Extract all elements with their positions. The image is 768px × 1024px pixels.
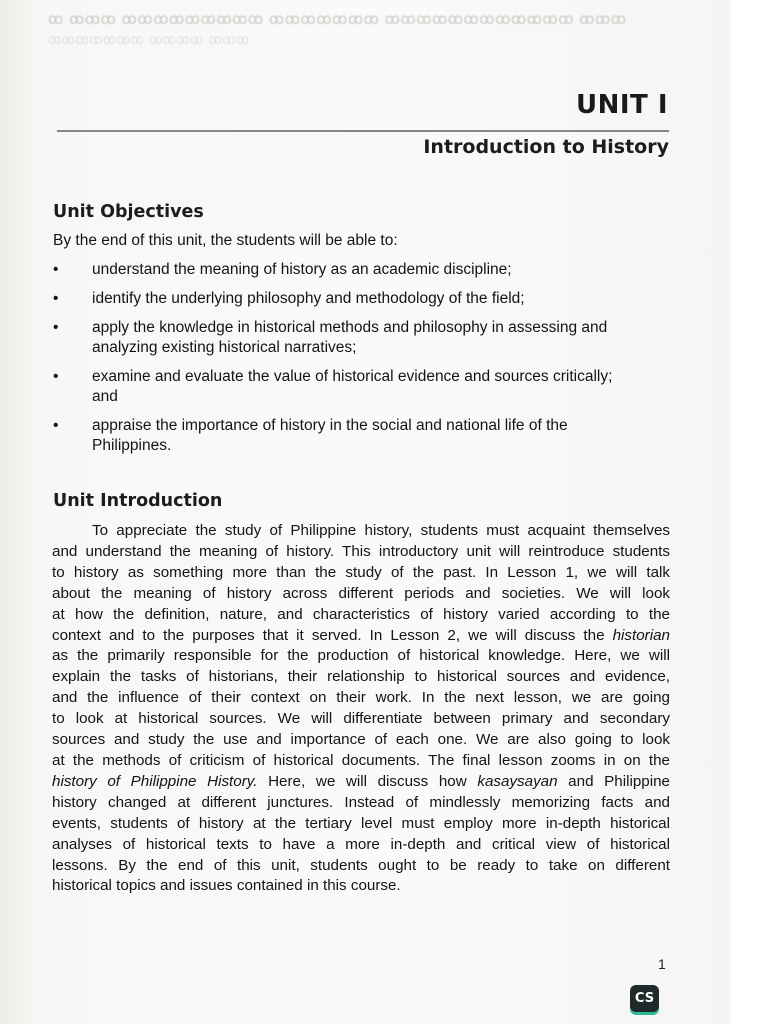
objective-text: examine and evaluate the value of historical evidence and sources critically; <box>92 368 613 385</box>
paragraph-line: at the methods of criticism of historical documents. The final lesson zooms in on the <box>52 751 670 769</box>
paragraph-line: explain the tasks of historians, their relationship to historical sources and evidence, <box>52 668 670 686</box>
bullet-icon: • <box>53 368 59 385</box>
paragraph-line: lessons. By the end of this unit, students ought to be ready to take on different <box>52 856 670 874</box>
bullet-icon: • <box>53 290 59 307</box>
page-number: 1 <box>658 956 666 972</box>
paragraph-line: about the meaning of history across different periods and societies. We will look <box>52 584 670 602</box>
paragraph-line: at how the definition, nature, and characteristics of history varied according to the <box>52 605 670 623</box>
objective-text: identify the underlying philosophy and methodology of the field; <box>92 290 525 307</box>
objectives-list <box>53 260 673 465</box>
bullet-icon: • <box>53 417 59 434</box>
emphasis-text: historian <box>612 626 670 644</box>
list-item <box>53 416 673 456</box>
objective-text: and <box>92 388 118 405</box>
camscanner-badge-icon: CS <box>630 985 659 1012</box>
list-item <box>53 318 673 358</box>
introduction-paragraph <box>52 521 670 897</box>
objectives-heading: Unit Objectives <box>53 202 204 222</box>
paragraph-line: sources and study the use and importance of each one. We are also going to look <box>52 731 670 749</box>
list-item <box>53 260 673 280</box>
objective-text: Philippines. <box>92 437 172 454</box>
introduction-heading: Unit Introduction <box>53 491 223 511</box>
emphasis-text: history of Philippine History. <box>52 772 258 790</box>
paragraph-line: To appreciate the study of Philippine history, students must acquaint themselves <box>92 522 670 539</box>
paragraph-line: to history as something more than the study of the past. In Lesson 1, we will talk <box>52 563 670 581</box>
header-divider <box>57 130 669 132</box>
bleed-through-text: ꝏ ꝏꝏꝏ ꝏꝏꝏꝏꝏꝏꝏꝏꝏ ꝏꝏꝏꝏꝏꝏꝏ ꝏꝏꝏꝏꝏꝏꝏꝏꝏꝏꝏꝏ ꝏꝏꝏ ꝏꝏꝏꝏꝏꝏꝏ ꝏꝏꝏꝏ ꝏꝏꝏ <box>48 10 627 48</box>
objective-text: understand the meaning of history as an academic discipline; <box>92 261 512 278</box>
paragraph-line: events, students of history at the tertiary level must employ more in-depth historical <box>52 814 670 832</box>
paragraph-line: history changed at different junctures. Instead of mindlessly memorizing facts and <box>52 793 670 811</box>
objectives-lead: By the end of this unit, the students will be able to: <box>53 232 398 249</box>
list-item <box>53 367 673 407</box>
objective-text: apply the knowledge in historical methods and philosophy in assessing and <box>92 319 608 336</box>
objective-text: analyzing existing historical narratives; <box>92 339 357 356</box>
paragraph-line <box>52 626 670 647</box>
paragraph-line <box>52 772 670 793</box>
paragraph-text: and Philippine <box>557 772 671 790</box>
unit-title: Introduction to History <box>423 136 669 158</box>
paragraph-line: and understand the meaning of history. This introductory unit will reintroduce students <box>52 542 670 560</box>
bullet-icon: • <box>53 319 59 336</box>
list-item <box>53 289 673 309</box>
paragraph-line: to look at historical sources. We will differentiate between primary and secondary <box>52 710 670 728</box>
emphasis-text: kasaysayan <box>477 772 558 790</box>
paragraph-text: context and to the purposes that it served. In Lesson 2, we will discuss the <box>52 626 613 644</box>
bullet-icon: • <box>53 261 59 278</box>
paragraph-line: analyses of historical texts to have a more in-depth and critical view of historical <box>52 835 670 853</box>
unit-label: UNIT I <box>575 90 668 120</box>
paragraph-line: historical topics and issues contained in this course. <box>52 877 401 895</box>
paragraph-line: and the influence of their context on their work. In the next lesson, we are going <box>52 689 670 707</box>
paragraph-text: Here, we will discuss how <box>257 772 478 790</box>
paragraph-line: as the primarily responsible for the production of historical knowledge. Here, we will <box>52 647 670 665</box>
objective-text: appraise the importance of history in the social and national life of the <box>92 417 568 434</box>
